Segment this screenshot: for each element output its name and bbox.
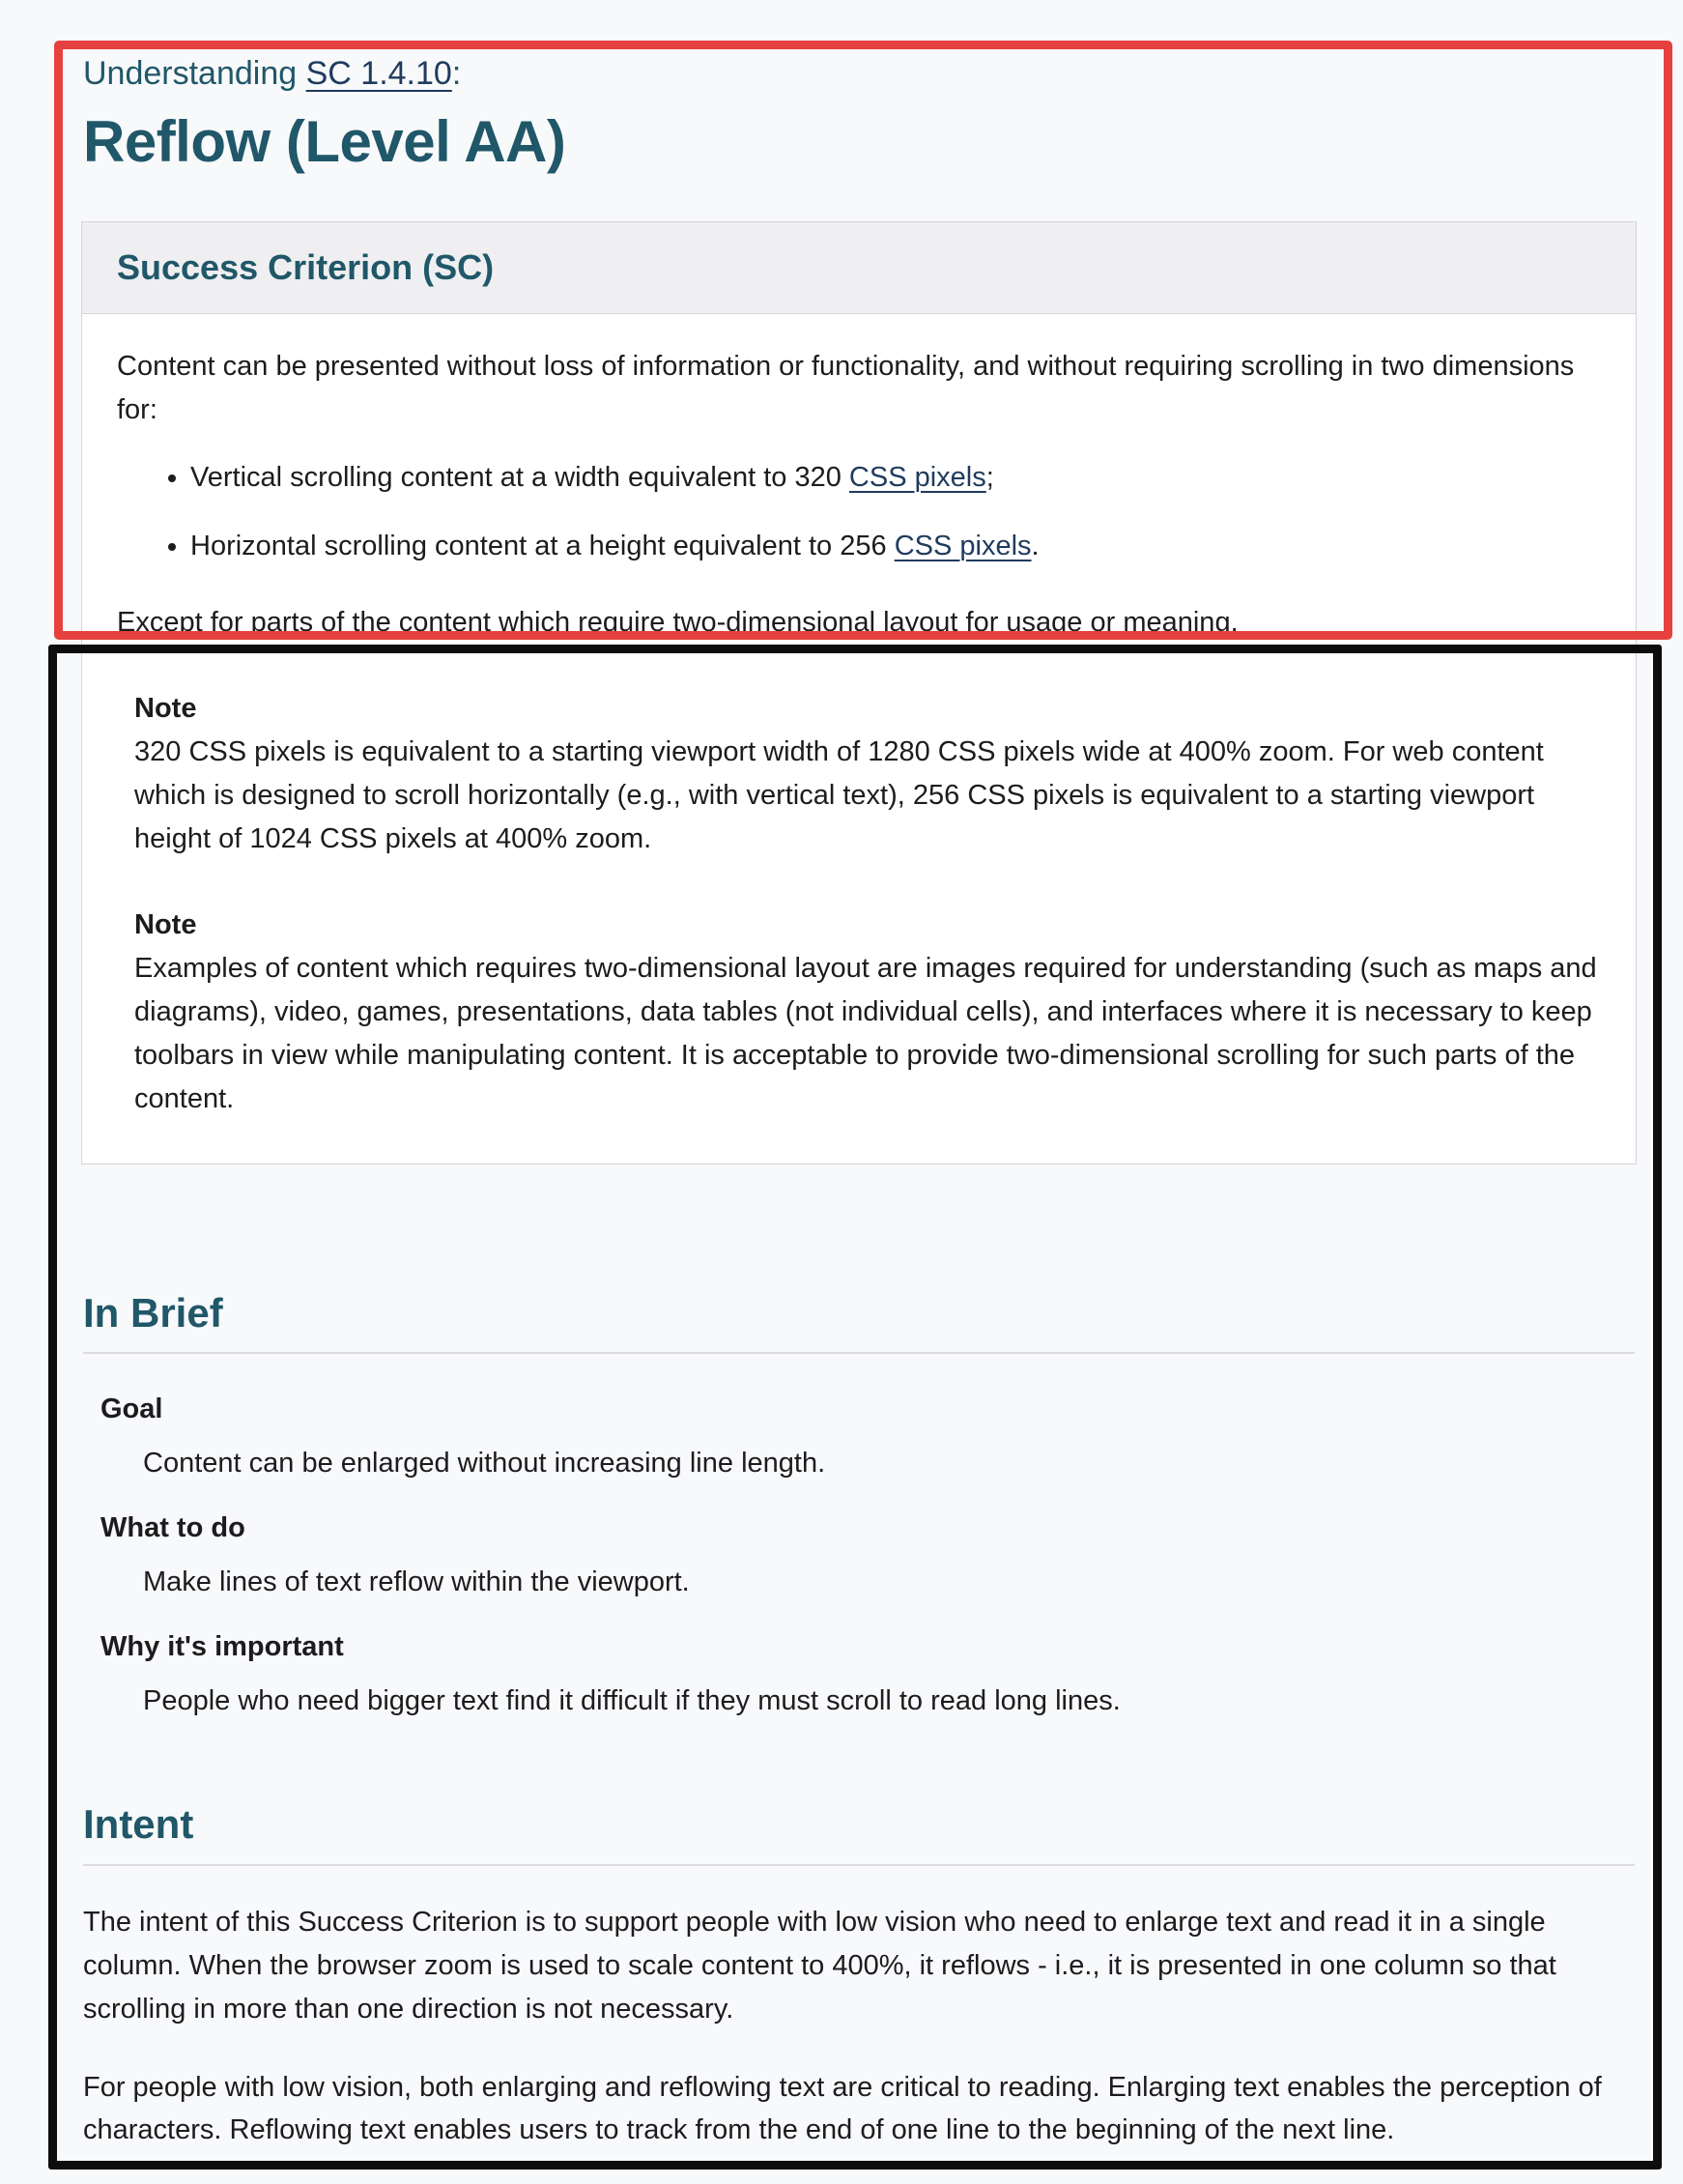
bullet-punct: . bbox=[1031, 531, 1040, 562]
list-item bbox=[190, 525, 1601, 568]
success-criterion-heading: Success Criterion (SC) bbox=[117, 247, 495, 288]
kicker-suffix: : bbox=[451, 55, 462, 92]
in-brief-heading: In Brief bbox=[83, 1288, 1635, 1355]
list-item bbox=[190, 456, 1601, 500]
css-pixels-link[interactable]: CSS pixels bbox=[848, 462, 986, 494]
note-block bbox=[134, 687, 1601, 861]
sc-bullet-list bbox=[117, 456, 1601, 568]
brief-desc-goal: Content can be enlarged without increasing line length. bbox=[143, 1447, 826, 1479]
bullet-text: Vertical scrolling content at a width equivalent to 320 bbox=[190, 462, 849, 494]
intent-heading: Intent bbox=[83, 1799, 1635, 1866]
intent-paragraph: For people with low vision, both enlarging and reflowing text are critical to reading. Enlarging text enables the perception of characters. Reflowing text enables users to track from the end of one line to the beginning of the next line. bbox=[83, 2071, 1602, 2146]
intent-paragraph: The intent of this Success Criterion is to support people with low vision who need to enlarge text and read it in a single column. When the browser zoom is used to scale content to 400%, it reflows - i.e., it is presented in one column so that scrolling in more than one direction is not necessary. bbox=[83, 1906, 1556, 2025]
brief-term-why-important: Why it's important bbox=[100, 1631, 344, 1663]
note-text: 320 CSS pixels is equivalent to a starting viewport width of 1280 CSS pixels wide at 400% zoom. For web content which is designed to scroll horizontally (e.g., with vertical text), 256 CSS pixels is equivalent to a starting viewport height of 1024 CSS pixels at 400% zoom. bbox=[134, 736, 1544, 855]
understanding-kicker bbox=[83, 52, 1635, 95]
brief-term-goal: Goal bbox=[100, 1394, 163, 1425]
kicker-prefix: Understanding bbox=[83, 55, 306, 92]
sc-exception-paragraph: Except for parts of the content which require two-dimensional layout for usage or meaning. bbox=[117, 607, 1239, 639]
success-criterion-box bbox=[81, 221, 1637, 1164]
success-criterion-box-body bbox=[82, 314, 1636, 1164]
bullet-punct: ; bbox=[985, 462, 994, 494]
success-criterion-box-header bbox=[82, 222, 1636, 313]
brief-term-what-to-do: What to do bbox=[100, 1512, 245, 1544]
brief-desc-why-important: People who need bigger text find it difficult if they must scroll to read long lines. bbox=[143, 1684, 1121, 1716]
brief-desc-what-to-do: Make lines of text reflow within the viewport. bbox=[143, 1566, 690, 1597]
sc-number-link[interactable]: SC 1.4.10 bbox=[305, 55, 452, 92]
css-pixels-link[interactable]: CSS pixels bbox=[894, 531, 1032, 562]
sc-intro-paragraph: Content can be presented without loss of information or functionality, and without requiring scrolling in two dimensions for: bbox=[117, 350, 1575, 425]
note-label: Note bbox=[134, 693, 197, 725]
in-brief-list bbox=[100, 1389, 1635, 1722]
note-text: Examples of content which requires two-dimensional layout are images required for understanding (such as maps and diagrams), video, games, presentations, data tables (not individual cells), and interfaces where it is necessary to keep toolbars in view while manipulating content. It is acceptable to provide two-dimensional scrolling for such parts of the content. bbox=[134, 952, 1597, 1114]
note-label: Note bbox=[134, 909, 197, 940]
page-title: Reflow (Level AA) bbox=[83, 109, 566, 175]
bullet-text: Horizontal scrolling content at a height equivalent to 256 bbox=[190, 531, 895, 562]
note-block bbox=[134, 904, 1601, 1121]
